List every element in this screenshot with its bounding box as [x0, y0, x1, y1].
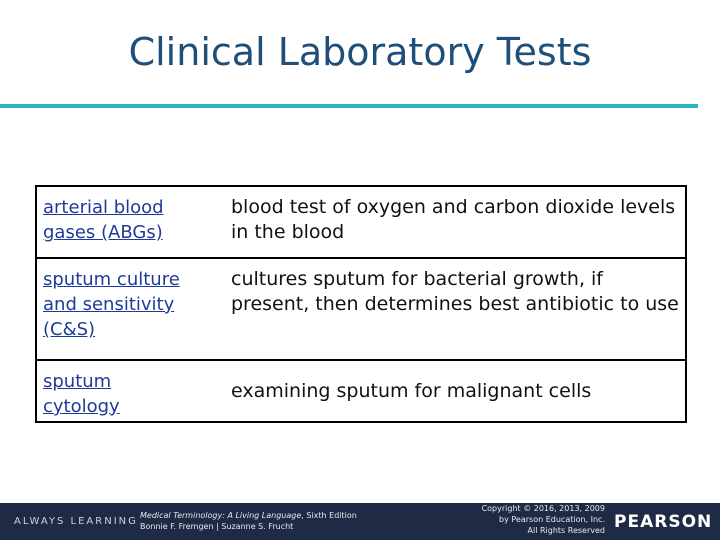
footer-tagline: ALWAYS LEARNING	[14, 516, 138, 527]
table-row	[36, 258, 686, 360]
term-line: gases (ABGs)	[43, 222, 163, 243]
term-line: sputum culture	[43, 269, 180, 290]
term-definition: cultures sputum for bacterial growth, if present, then determines best antibiotic to use	[227, 258, 686, 360]
term-link[interactable]	[36, 360, 227, 422]
term-line: sputum	[43, 371, 112, 392]
term-line: and sensitivity	[43, 294, 175, 315]
term-link[interactable]	[36, 186, 227, 258]
term-line: (C&S)	[43, 319, 96, 340]
term-definition: blood test of oxygen and carbon dioxide levels in the blood	[227, 186, 686, 258]
term-link[interactable]	[36, 258, 227, 360]
terms-table	[35, 185, 687, 423]
footer-book-info	[140, 510, 400, 532]
table-row	[36, 186, 686, 258]
footer-copyright	[450, 503, 605, 536]
term-line: arterial blood	[43, 197, 164, 218]
slide-footer	[0, 503, 720, 540]
title-divider	[0, 104, 698, 108]
book-title: Medical Terminology: A Living Language	[140, 511, 302, 520]
term-line: cytology	[43, 396, 120, 417]
book-edition: , Sixth Edition	[301, 511, 357, 520]
book-authors: Bonnie F. Fremgen | Suzanne S. Frucht	[140, 522, 294, 531]
table-row	[36, 360, 686, 422]
term-definition: examining sputum for malignant cells	[231, 379, 592, 402]
pearson-logo: PEARSON	[614, 512, 713, 532]
slide-title: Clinical Laboratory Tests	[128, 30, 592, 74]
copyright-line: All Rights Reserved	[527, 526, 605, 535]
copyright-line: Copyright © 2016, 2013, 2009	[481, 504, 605, 513]
copyright-line: by Pearson Education, Inc.	[499, 515, 605, 524]
